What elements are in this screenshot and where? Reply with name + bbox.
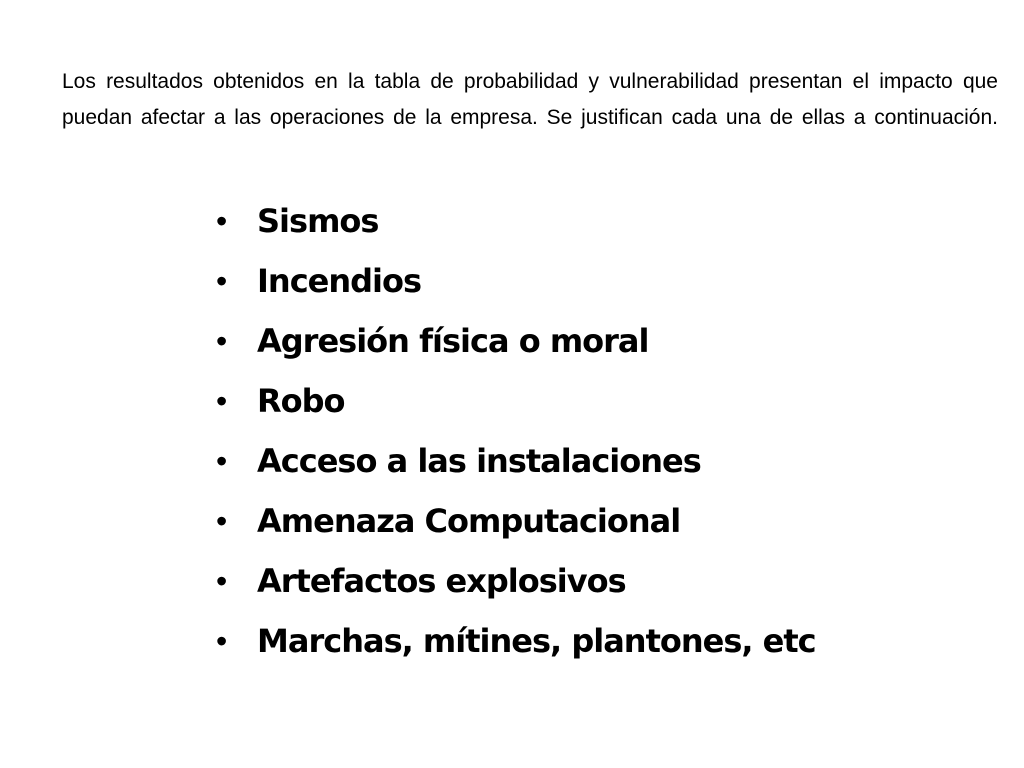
list-item-label: Marchas, mítines, plantones, etc: [257, 622, 816, 660]
list-item-label: Sismos: [257, 202, 379, 240]
list-item: [216, 251, 816, 311]
list-item: [216, 191, 816, 251]
list-item: [216, 311, 816, 371]
bullet-icon: •: [216, 203, 228, 239]
bullet-icon: •: [216, 263, 228, 299]
list-item: [216, 551, 816, 611]
intro-paragraph: Los resultados obtenidos en la tabla de probabilidad y vulnerabilidad presentan el impacto que puedan afectar a las operaciones de la empresa. Se justifican cada una de ellas a continuación.: [62, 70, 998, 129]
risk-list: [216, 191, 816, 671]
bullet-icon: •: [216, 323, 228, 359]
bullet-icon: •: [216, 503, 228, 539]
list-item-label: Artefactos explosivos: [257, 562, 626, 600]
bullet-icon: •: [216, 623, 228, 659]
list-item: [216, 431, 816, 491]
list-item-label: Robo: [257, 382, 345, 420]
list-item: [216, 371, 816, 431]
list-item-label: Agresión física o moral: [257, 322, 649, 360]
bullet-icon: •: [216, 563, 228, 599]
list-item-label: Incendios: [257, 262, 422, 300]
list-item: [216, 611, 816, 671]
list-item-label: Acceso a las instalaciones: [257, 442, 701, 480]
bullet-icon: •: [216, 383, 228, 419]
bullet-icon: •: [216, 443, 228, 479]
list-item: [216, 491, 816, 551]
list-item-label: Amenaza Computacional: [257, 502, 681, 540]
